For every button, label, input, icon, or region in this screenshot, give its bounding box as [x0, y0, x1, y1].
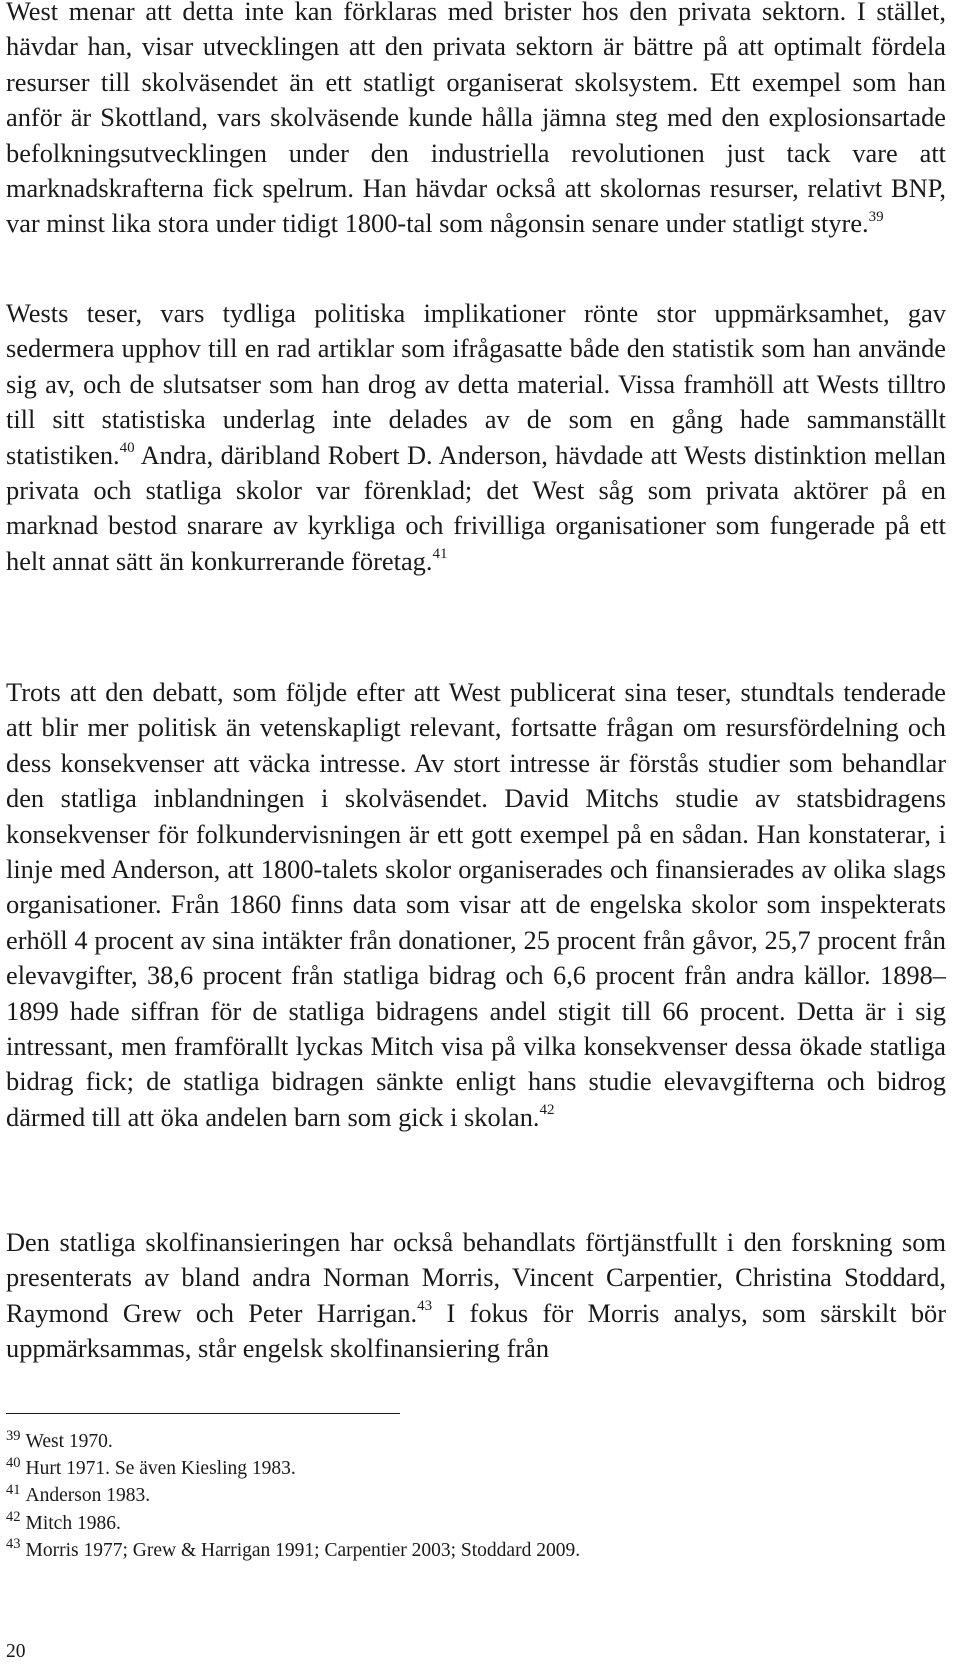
footnote-item	[6, 1482, 946, 1509]
footnote-number: 40	[6, 1454, 21, 1471]
body-paragraph	[6, 296, 946, 579]
footnote-item	[6, 1455, 946, 1482]
paragraph-text: Den statliga skolfinansieringen har också behandlats förtjänstfullt i den forskning som presenterats av bland andra Norman Morris, Vincent Carpentier, Christina Stoddard, Raymond Grew och Peter Harrigan.	[6, 1227, 946, 1328]
body-paragraph	[6, 0, 946, 242]
footnote-text: West 1970.	[25, 1431, 113, 1452]
footnote-item	[6, 1510, 946, 1537]
paragraph-text: West menar att detta inte kan förklaras med brister hos den privata sektorn. I stället, hävdar han, visar utvecklingen att den privata sektorn är bättre på att optimalt fördela resurser till skolväsendet än ett statligt organiserat skolsystem. Ett exempel som han anför är Skottland, vars skolväsende kunde hålla jämna steg med den explosionsartade befolkningsutvecklingen under den industriella revolutionen just tack vare att marknadskrafterna fick spelrum. Han hävdar också att skolornas resurser, relativt BNP, var minst lika stora under tidigt 1800-tal som någonsin senare under statligt styre.	[6, 0, 946, 239]
footnote-item	[6, 1537, 946, 1564]
footnote-number: 43	[6, 1536, 21, 1553]
footnote-text: Hurt 1971. Se även Kiesling 1983.	[25, 1458, 296, 1480]
body-paragraph	[6, 1225, 946, 1367]
footnote-reference[interactable]: 40	[119, 439, 135, 456]
paragraph-text: Andra, däribland Robert D. Anderson, hävdade att Wests distinktion mellan privata och statliga skolor var förenklad; det West såg som privata aktörer på en marknad bestod snarare av kyrkliga och frivilliga organisationer som fungerade på ett helt annat sätt än konkurrerande företag.	[6, 439, 946, 576]
paragraph-text: I fokus för Morris analys, som särskilt bör uppmärksammas, står engelsk skolfinansiering från	[6, 1297, 946, 1364]
paragraph-text: Trots att den debatt, som följde efter att West publicerat sina teser, stundtals tenderade att blir mer politisk än vetenskapligt relevant, fortsatte frågan om resursfördelning och dess konsekvenser att väcka intresse. Av stort intresse är förstås studier som behandlar den statliga inblandningen i skolväsendet. David Mitchs studie av statsbidragens konsekvenser för folkundervisningen är ett gott exempel på en sådan. Han konstaterar, i linje med Anderson, att 1800-talets skolor organiserades och finansierades av olika slags organisationer. Från 1860 finns data som visar att de engelska skolor som inspekterats erhöll 4 procent av sina intäkter från donationer, 25 procent från gåvor, 25,7 procent från elevavgifter, 38,6 procent från statliga bidrag och 6,6 procent från andra källor. 1898–1899 hade siffran för de statliga bidragens andel stigit till 66 procent. Detta är i sig intressant, men framförallt lyckas Mitch visa på vilka konsekvenser dessa ökade statliga bidrag fick; de statliga bidragen sänkte enligt hans studie elevavgifterna och bidrog därmed till att öka andelen barn som gick i skolan.	[6, 677, 946, 1132]
footnote-text: Anderson 1983.	[25, 1485, 151, 1507]
footnote-number: 39	[6, 1427, 21, 1444]
footnote-reference[interactable]: 42	[539, 1102, 555, 1119]
page-number: 20	[6, 1641, 26, 1662]
footnote-divider	[6, 1413, 400, 1414]
footnote-text: Mitch 1986.	[25, 1512, 121, 1534]
footnote-list	[6, 1428, 946, 1564]
footnote-number: 42	[6, 1509, 21, 1526]
paragraph-text: Wests teser, vars tydliga politiska implikationer rönte stor uppmärksamhet, gav sedermera upphov till en rad artiklar som ifrågasatte både den statistik som han använde sig av, och de slutsatser som han drog av detta material. Vissa framhöll att Wests tilltro till sitt statistiska underlag inte delades av de som en gång hade sammanställt statistiken.	[6, 298, 946, 470]
footnote-number: 41	[6, 1481, 21, 1498]
footnote-reference[interactable]: 39	[868, 208, 884, 225]
body-paragraph	[6, 675, 946, 1135]
footnote-reference[interactable]: 43	[417, 1298, 433, 1315]
footnote-item	[6, 1428, 946, 1455]
footnote-reference[interactable]: 41	[432, 546, 448, 563]
footnote-text: Morris 1977; Grew & Harrigan 1991; Carpentier 2003; Stoddard 2009.	[25, 1539, 581, 1561]
